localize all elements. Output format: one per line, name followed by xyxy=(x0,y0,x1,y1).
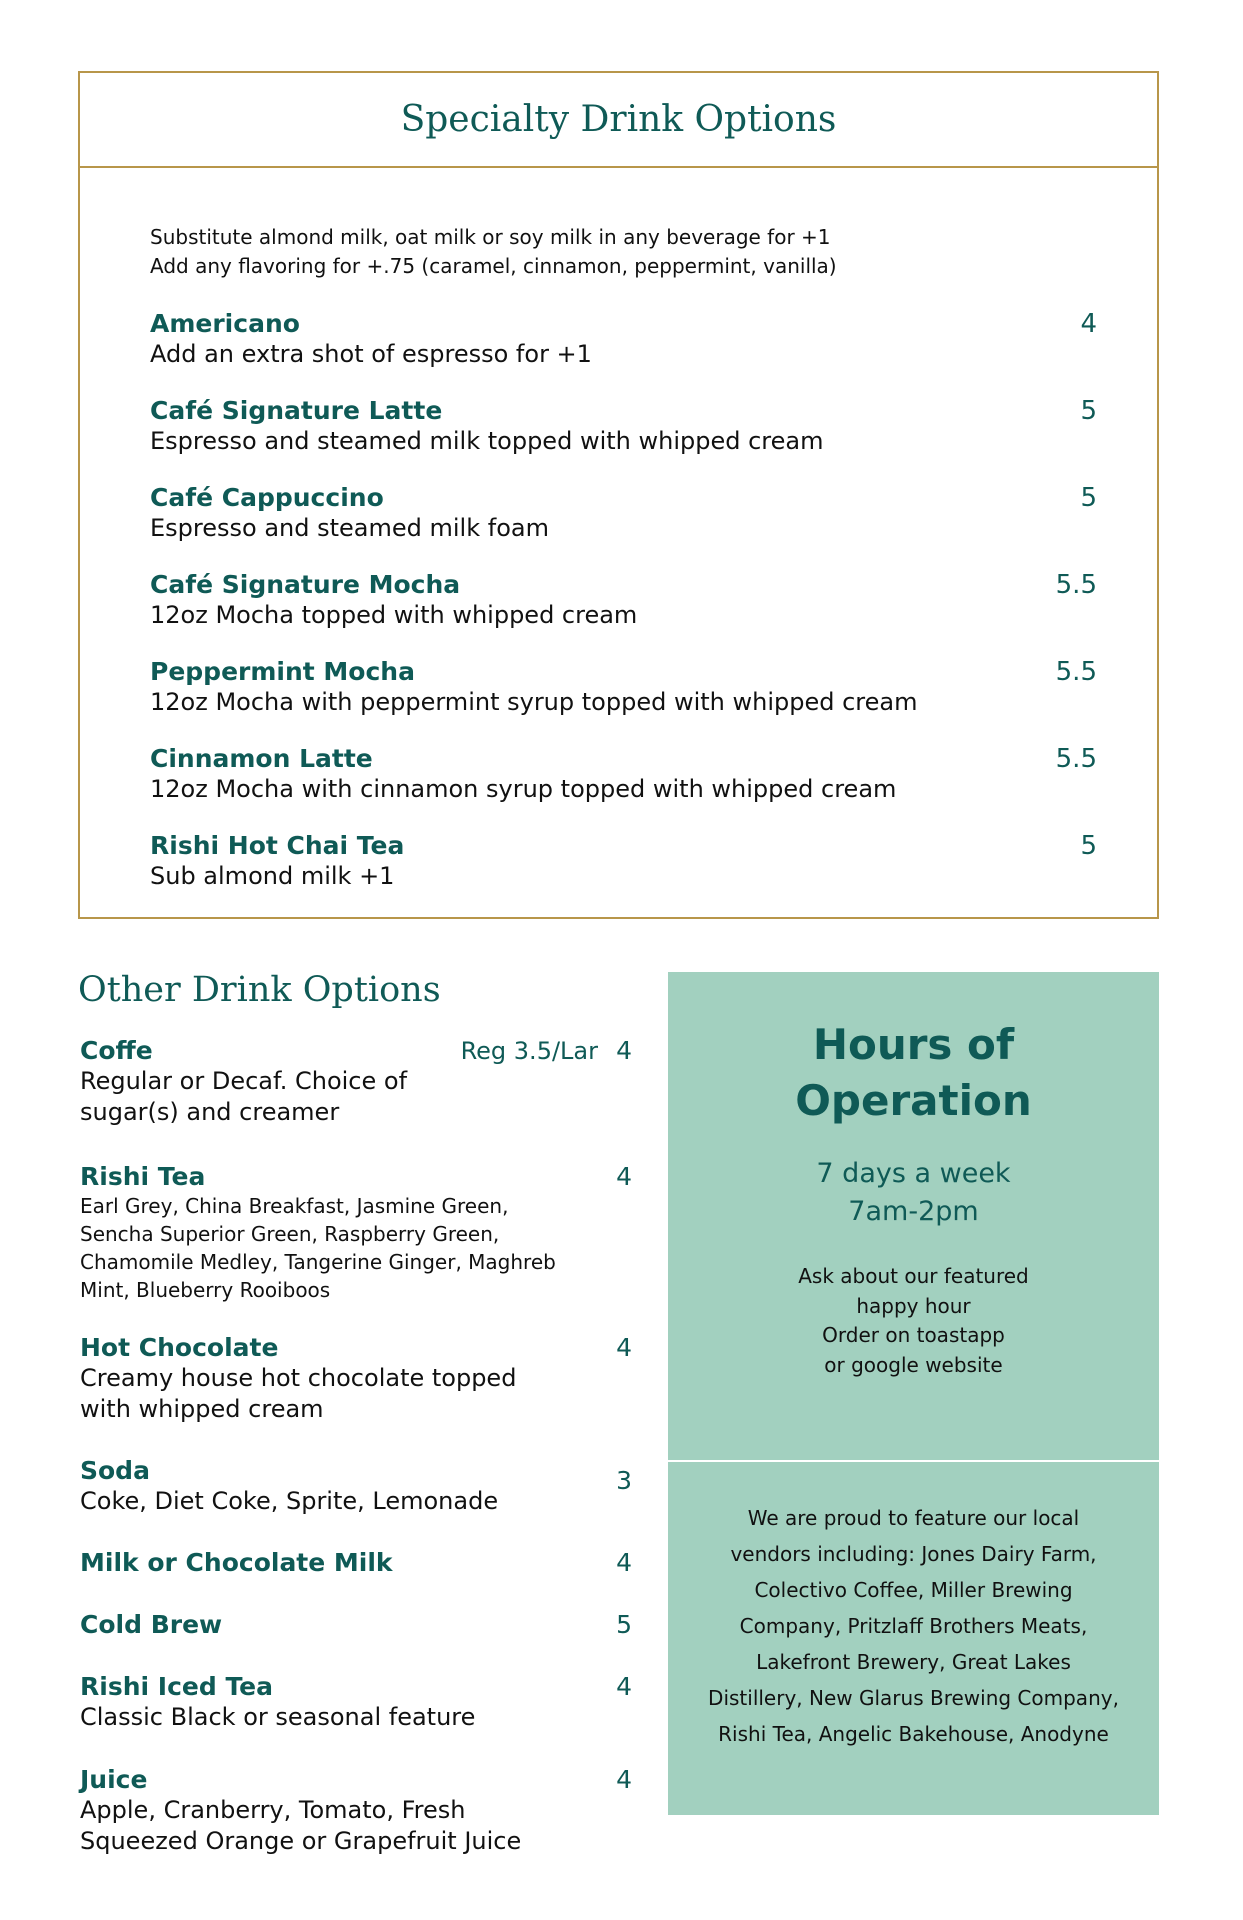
specialty-item-latte xyxy=(150,396,1097,483)
specialty-list xyxy=(150,309,1097,918)
item-name: Rishi Hot Chai Tea xyxy=(150,831,405,860)
item-price: 5 xyxy=(1080,396,1097,426)
hours-title-line2: Operation xyxy=(795,1076,1032,1125)
item-size-label: Reg 3.5/Lar xyxy=(460,1037,598,1065)
item-price: 4 xyxy=(616,1162,632,1191)
specialty-item-chai xyxy=(150,831,1097,918)
specialty-header xyxy=(80,73,1157,168)
item-price: 5 xyxy=(1080,831,1097,861)
item-name: Juice xyxy=(80,1765,148,1794)
specialty-note-flavor: Add any flavoring for +.75 (caramel, cinnamon, peppermint, vanilla) xyxy=(150,254,837,278)
item-name: Milk or Chocolate Milk xyxy=(80,1548,393,1577)
item-desc: 12oz Mocha with cinnamon syrup topped with whipped cream xyxy=(150,775,897,803)
item-desc: Espresso and steamed milk foam xyxy=(150,514,549,542)
item-name: Cold Brew xyxy=(80,1610,223,1639)
item-desc: Earl Grey, China Breakfast, Jasmine Green, Sencha Superior Green, Raspberry Green, Chamomile Medley, Tangerine Ginger, Maghreb Mint, Blueberry Rooiboos xyxy=(80,1194,556,1302)
hours-panel xyxy=(668,972,1159,1815)
item-price: 5.5 xyxy=(1055,570,1097,600)
item-price: 3 xyxy=(616,1466,632,1495)
item-desc: Coke, Diet Coke, Sprite, Lemonade xyxy=(80,1487,499,1515)
item-price: 5.5 xyxy=(1055,744,1097,774)
item-price: 5 xyxy=(616,1610,632,1639)
item-desc: Espresso and steamed milk topped with whipped cream xyxy=(150,427,824,455)
item-name: Café Cappuccino xyxy=(150,483,384,512)
item-name: Hot Chocolate xyxy=(80,1333,279,1362)
item-name: Cinnamon Latte xyxy=(150,744,373,773)
order-line1: Order on toastapp xyxy=(822,1323,1005,1347)
item-price: 4 xyxy=(616,1672,632,1701)
order-note xyxy=(688,1320,1139,1380)
specialty-notes xyxy=(150,223,837,281)
specialty-title: Specialty Drink Options xyxy=(400,99,837,140)
other-item-hot-chocolate xyxy=(80,1333,632,1425)
other-item-milk xyxy=(80,1548,632,1578)
other-item-iced-tea xyxy=(80,1672,632,1733)
specialty-note-milk: Substitute almond milk, oat milk or soy milk in any beverage for +1 xyxy=(150,225,831,249)
item-price: 5 xyxy=(1080,483,1097,513)
item-name: Coffe xyxy=(80,1036,153,1065)
hours-schedule xyxy=(668,1155,1159,1231)
item-price: 4 xyxy=(616,1548,632,1577)
item-price: 4 xyxy=(616,1765,632,1794)
item-price: 4 xyxy=(616,1333,632,1362)
item-price: 5.5 xyxy=(1055,657,1097,687)
item-name: Americano xyxy=(150,309,300,338)
hours-time: 7am-2pm xyxy=(848,1196,979,1227)
happy-hour-line1: Ask about our featured xyxy=(798,1264,1029,1288)
item-name: Rishi Iced Tea xyxy=(80,1672,274,1701)
other-item-soda xyxy=(80,1456,632,1517)
item-name: Café Signature Latte xyxy=(150,396,443,425)
item-price: 4 xyxy=(616,1036,632,1065)
item-desc: Regular or Decaf. Choice of sugar(s) and creamer xyxy=(80,1067,408,1126)
item-name: Soda xyxy=(80,1456,150,1485)
panel-divider xyxy=(668,1460,1159,1462)
specialty-item-peppermint-mocha xyxy=(150,657,1097,744)
hours-title xyxy=(668,1017,1159,1129)
order-line2: or google website xyxy=(824,1353,1003,1377)
item-desc: Apple, Cranberry, Tomato, Fresh Squeezed Orange or Grapefruit Juice xyxy=(80,1796,522,1855)
other-item-cold-brew xyxy=(80,1610,632,1640)
item-desc: Classic Black or seasonal feature xyxy=(80,1703,476,1731)
item-desc: Add an extra shot of espresso for +1 xyxy=(150,340,592,368)
item-desc: Sub almond milk +1 xyxy=(150,862,395,890)
specialty-section xyxy=(78,71,1159,919)
specialty-item-americano xyxy=(150,309,1097,396)
hours-days: 7 days a week xyxy=(816,1158,1011,1189)
item-price: 4 xyxy=(1080,309,1097,339)
other-item-coffee xyxy=(80,1036,632,1128)
happy-hour-line2: happy hour xyxy=(856,1294,971,1318)
item-desc: 12oz Mocha with peppermint syrup topped with whipped cream xyxy=(150,688,918,716)
item-desc: 12oz Mocha topped with whipped cream xyxy=(150,601,638,629)
specialty-item-cappuccino xyxy=(150,483,1097,570)
happy-hour-note xyxy=(688,1261,1139,1321)
local-vendors-text: We are proud to feature our local vendors including: Jones Dairy Farm, Colectivo Coffee, Miller Brewing Company, Pritzlaff Brothers Meats, Lakefront Brewery, Great Lakes Distillery, New Glarus Brewing Company, Rishi Tea, Angelic Bakehouse, Anodyne xyxy=(708,1506,1119,1746)
item-name: Rishi Tea xyxy=(80,1162,206,1191)
other-title: Other Drink Options xyxy=(78,970,441,1010)
item-name: Peppermint Mocha xyxy=(150,657,415,686)
specialty-item-cinnamon-latte xyxy=(150,744,1097,831)
hours-title-line1: Hours of xyxy=(812,1020,1015,1069)
other-item-rishi-tea xyxy=(80,1162,632,1304)
other-item-juice xyxy=(80,1765,632,1857)
item-desc: Creamy house hot chocolate topped with whipped cream xyxy=(80,1364,517,1423)
item-name: Café Signature Mocha xyxy=(150,570,461,599)
specialty-item-mocha xyxy=(150,570,1097,657)
